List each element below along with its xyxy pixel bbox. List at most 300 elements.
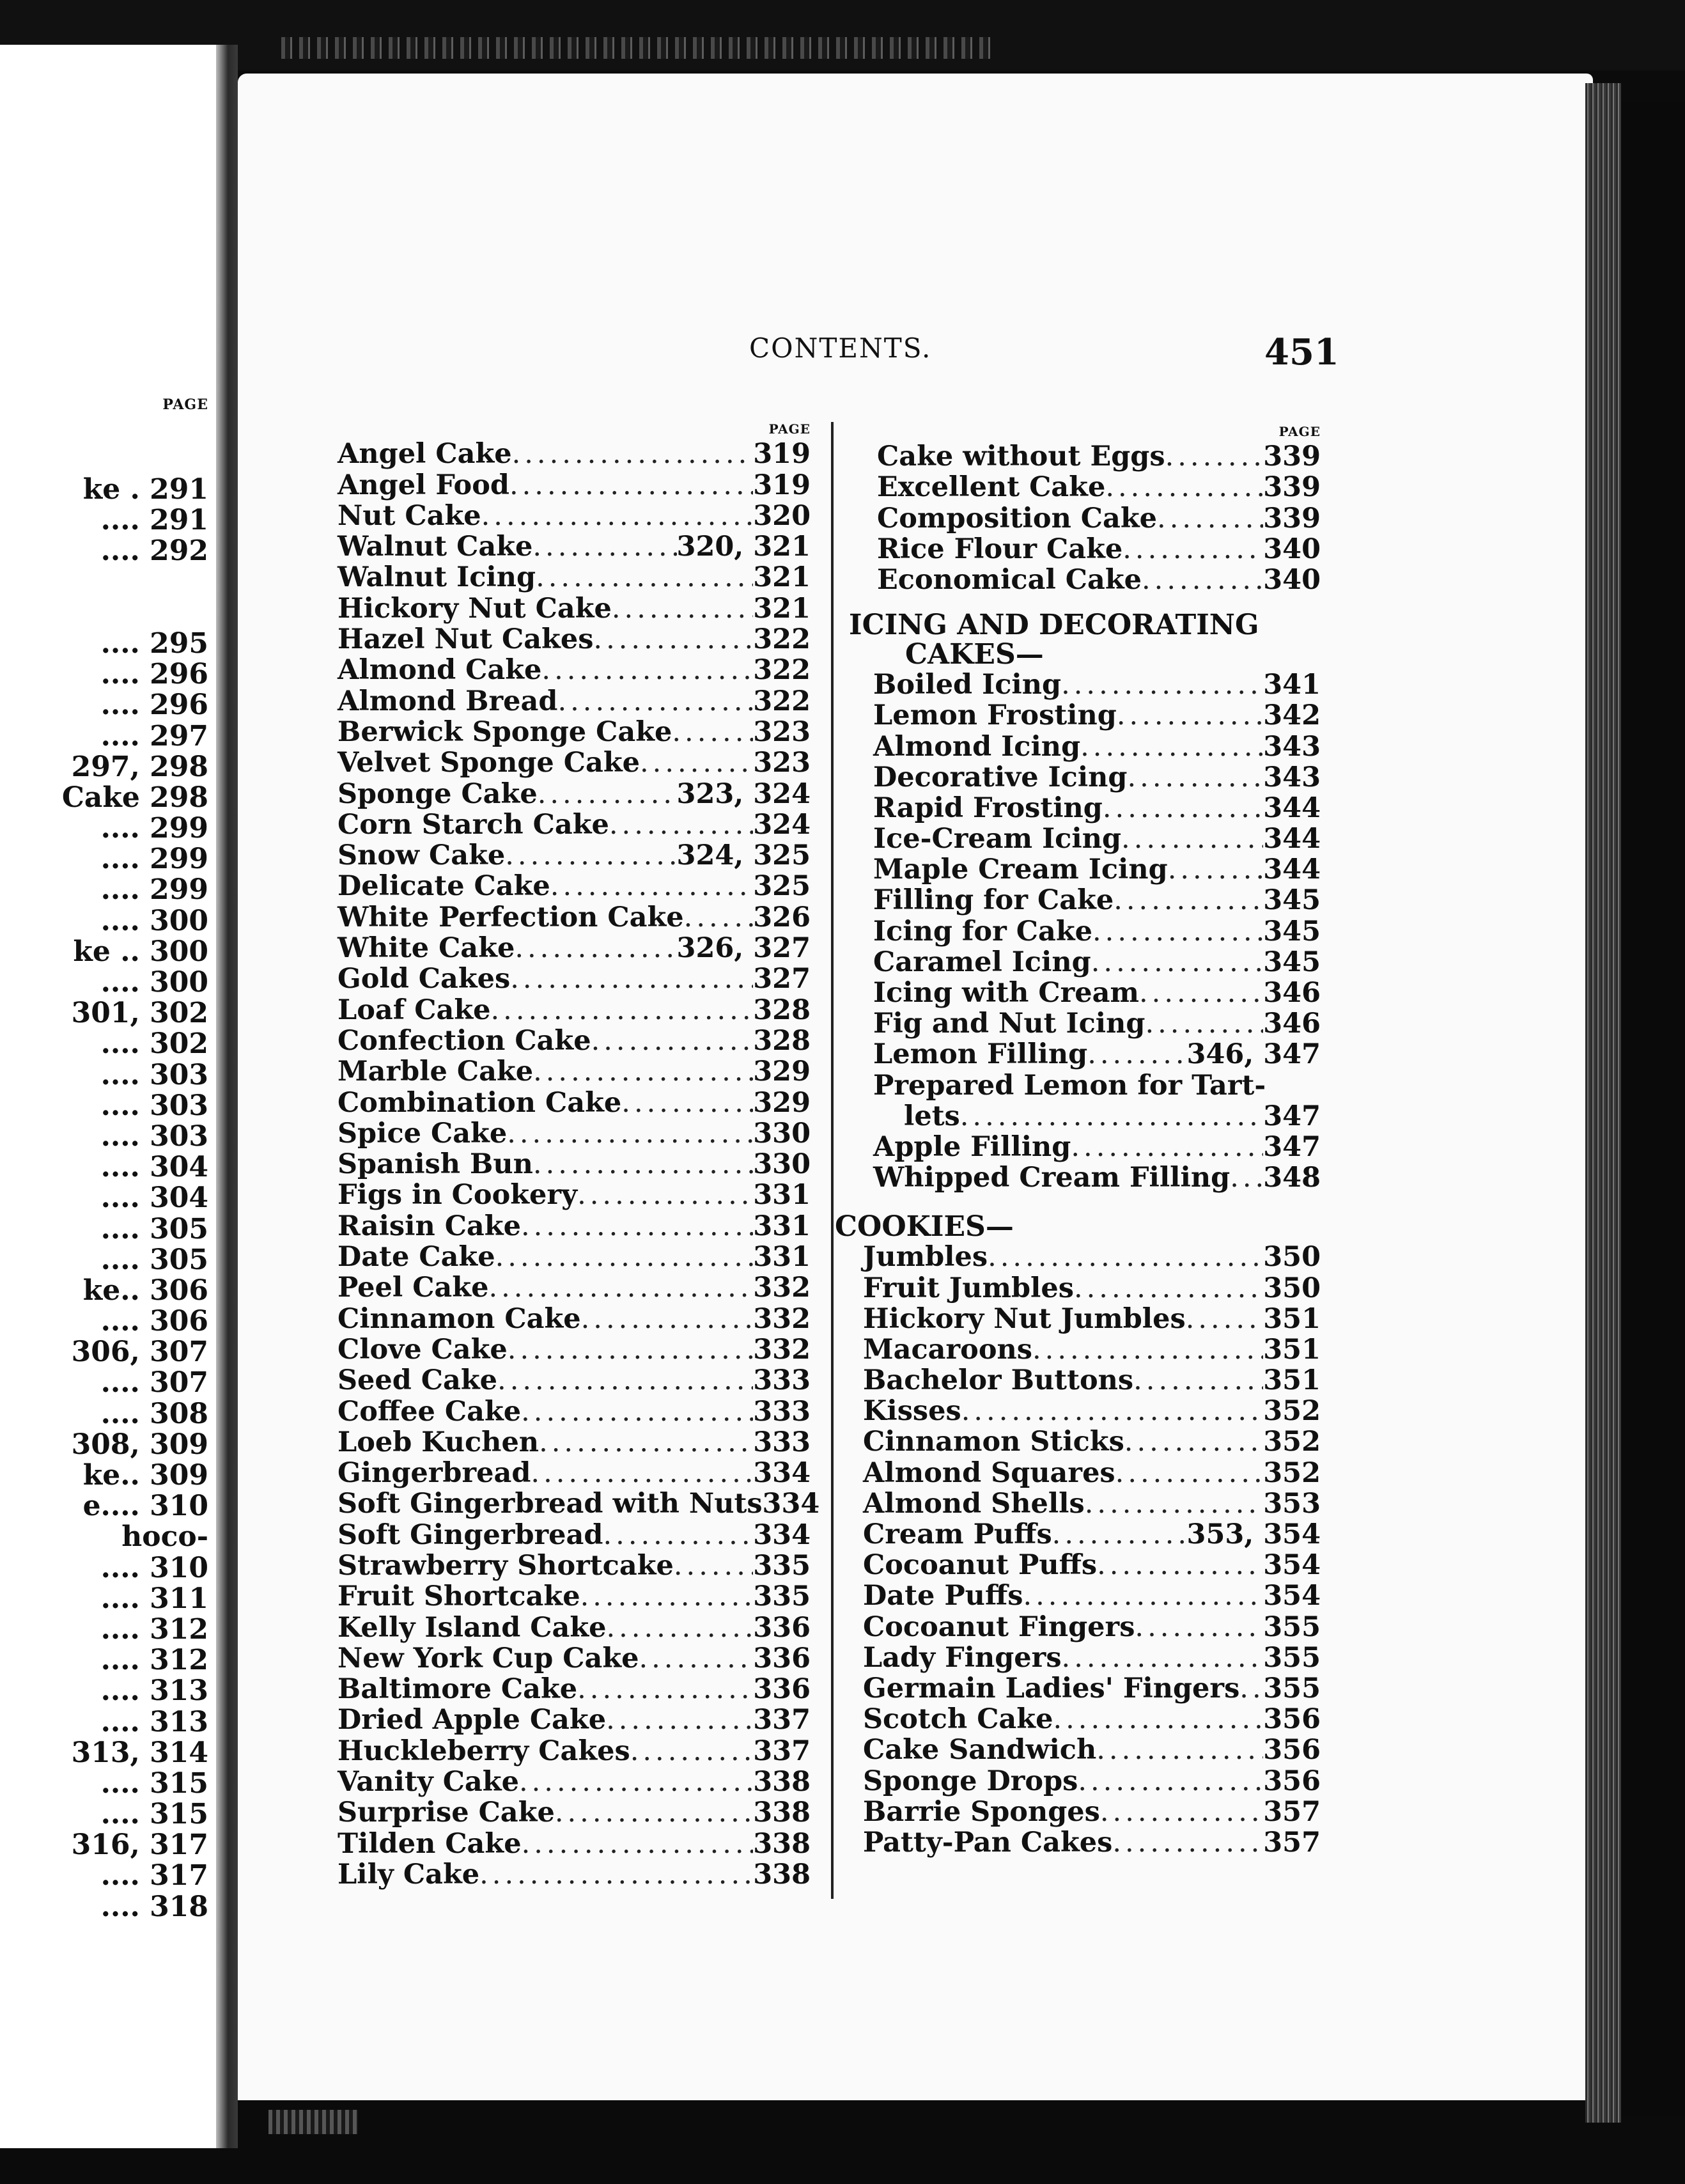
list-item[interactable] — [338, 685, 811, 716]
left-page-line: ke.. 306 — [82, 1274, 208, 1307]
list-item[interactable] — [338, 1118, 811, 1149]
scan-artifact-bottom — [268, 2110, 358, 2134]
entry-page: 347 — [1263, 1130, 1321, 1163]
list-item[interactable] — [873, 916, 1321, 946]
left-page-line: .... 305 — [100, 1243, 208, 1276]
left-page-line: .... 303 — [100, 1119, 208, 1153]
list-item[interactable] — [338, 1797, 811, 1828]
entry-page: 329 — [753, 1086, 811, 1119]
leader-dots — [1157, 503, 1263, 534]
section-heading-icing-cont: CAKES— — [905, 637, 1044, 671]
left-page-line: e.... 310 — [82, 1490, 208, 1523]
leader-dots — [519, 1767, 753, 1797]
left-page-line: .... 296 — [100, 658, 208, 691]
section-heading-cookies: COOKIES— — [835, 1210, 1014, 1244]
left-page-list — [0, 474, 208, 1923]
entry-page: 323 — [753, 715, 811, 748]
entry-title: Boiled Icing — [873, 669, 1062, 701]
entry-page: 333 — [753, 1395, 811, 1428]
list-item[interactable] — [338, 963, 811, 994]
entry-page: 355 — [1263, 1641, 1321, 1674]
leader-dots — [550, 871, 753, 901]
entry-page: 356 — [1263, 1703, 1321, 1736]
list-item[interactable] — [863, 1272, 1321, 1303]
list-item[interactable] — [863, 1242, 1321, 1272]
list-item[interactable] — [338, 717, 811, 747]
entry-page: 352 — [1263, 1395, 1321, 1428]
entry-page: 324 — [753, 808, 811, 841]
entry-page: 337 — [753, 1735, 811, 1767]
entry-page: 331 — [753, 1241, 811, 1274]
leader-dots — [508, 1334, 753, 1365]
entry-page: 320, 321 — [676, 531, 811, 563]
leader-dots — [609, 809, 753, 840]
entry-title: Spanish Bun — [338, 1148, 533, 1181]
leader-dots — [531, 1458, 753, 1488]
entry-title: Lemon Frosting — [873, 699, 1117, 732]
list-item[interactable] — [863, 1827, 1321, 1858]
entry-title: Lady Fingers — [863, 1641, 1062, 1674]
list-item[interactable] — [338, 1612, 811, 1642]
leader-dots — [1145, 1008, 1263, 1039]
list-item[interactable] — [338, 1458, 811, 1488]
entry-title: Peel Cake — [338, 1272, 489, 1304]
list-item[interactable] — [338, 1087, 811, 1118]
left-page-line: ke.. 309 — [82, 1459, 208, 1492]
leader-dots — [630, 1736, 754, 1767]
leader-dots — [1121, 823, 1263, 854]
leader-dots — [1091, 947, 1264, 978]
list-item[interactable] — [873, 793, 1321, 823]
left-page-line: .... 315 — [100, 1798, 208, 1831]
list-item[interactable] — [877, 503, 1321, 533]
list-item[interactable] — [338, 1767, 811, 1797]
icing-list-after — [873, 1132, 1321, 1193]
entry-title: Angel Food — [338, 469, 509, 501]
left-page-line: .... 300 — [100, 966, 208, 999]
list-item[interactable] — [338, 840, 811, 871]
entry-title: Lily Cake — [338, 1858, 480, 1891]
list-item[interactable] — [338, 1828, 811, 1859]
leader-dots — [1239, 1673, 1263, 1704]
leader-dots — [581, 1304, 754, 1334]
list-item[interactable] — [338, 1674, 811, 1704]
leader-dots — [1230, 1162, 1263, 1193]
contents-column-1 — [338, 419, 820, 1891]
leader-dots — [481, 501, 754, 531]
entry-title: Rapid Frosting — [873, 792, 1103, 824]
entry-page: 352 — [1263, 1426, 1321, 1458]
leader-dots — [1142, 565, 1263, 595]
leader-dots — [532, 531, 676, 562]
list-item[interactable] — [863, 1580, 1321, 1611]
entry-title: Barrie Sponges — [863, 1795, 1100, 1828]
entry-page: 330 — [753, 1148, 811, 1181]
entry-page: 334 — [753, 1518, 811, 1551]
list-item[interactable] — [873, 669, 1321, 700]
list-item[interactable] — [338, 624, 811, 655]
list-item[interactable] — [873, 731, 1321, 761]
left-page-line: .... 299 — [100, 873, 208, 907]
leader-dots — [577, 1674, 753, 1704]
leader-dots — [603, 1520, 753, 1550]
entry-title: Clove Cake — [338, 1333, 508, 1366]
leader-dots — [533, 1056, 753, 1087]
entry-page: 339 — [1263, 502, 1321, 534]
list-item[interactable] — [338, 1396, 811, 1426]
entry-title: Cake without Eggs — [877, 441, 1165, 473]
entry-title: Jumbles — [863, 1241, 988, 1274]
entry-title: Berwick Sponge Cake — [338, 715, 672, 748]
list-item[interactable] — [877, 565, 1321, 595]
entry-page: 354 — [1263, 1580, 1321, 1612]
leader-dots — [555, 1797, 753, 1828]
leader-dots — [1103, 793, 1263, 823]
entry-title: Loaf Cake — [338, 994, 491, 1026]
leader-dots — [1092, 916, 1263, 947]
entry-page: 345 — [1263, 946, 1321, 978]
list-item[interactable] — [873, 1039, 1321, 1070]
left-page-line: ke . 291 — [82, 473, 208, 506]
entry-page: 357 — [1263, 1826, 1321, 1859]
entry-page: 322 — [753, 623, 811, 656]
list-item[interactable] — [338, 901, 811, 932]
leader-dots — [1074, 1273, 1263, 1304]
list-item[interactable] — [338, 1735, 811, 1766]
entry-page: 350 — [1263, 1241, 1321, 1274]
entry-page: 351 — [1263, 1333, 1321, 1366]
entry-page: 328 — [753, 994, 811, 1026]
list-item[interactable] — [863, 1365, 1321, 1396]
leader-dots — [1052, 1519, 1187, 1550]
leader-dots — [1096, 1735, 1263, 1765]
leader-dots — [1124, 1426, 1263, 1457]
entry-page: 326 — [753, 901, 811, 933]
contents-column-2 — [835, 422, 1321, 1858]
list-item[interactable] — [338, 655, 811, 685]
leader-dots — [515, 933, 676, 963]
list-item[interactable] — [863, 1797, 1321, 1827]
left-page-line: .... 291 — [100, 504, 208, 537]
left-page-line: .... 317 — [100, 1859, 208, 1892]
column-divider — [831, 422, 834, 1899]
leader-dots — [1105, 472, 1263, 503]
entry-page: 334 — [762, 1488, 820, 1520]
list-item[interactable]: lets ..... 347 — [873, 1101, 1321, 1132]
list-item[interactable] — [877, 472, 1321, 503]
entry-title: Loeb Kuchen — [338, 1426, 540, 1458]
list-item[interactable] — [873, 885, 1321, 916]
entry-page: 338 — [753, 1797, 811, 1829]
list-item[interactable] — [863, 1550, 1321, 1580]
entry-title: Apple Filling — [873, 1130, 1071, 1163]
list-item[interactable] — [863, 1334, 1321, 1365]
entry-page: 344 — [1263, 792, 1321, 824]
list-item[interactable] — [873, 823, 1321, 854]
list-item[interactable] — [877, 441, 1321, 472]
list-item[interactable] — [338, 1488, 820, 1520]
list-item[interactable] — [863, 1457, 1321, 1488]
left-page-line: .... 311 — [100, 1582, 208, 1615]
list-item[interactable] — [338, 871, 811, 901]
list-item[interactable] — [338, 1303, 811, 1334]
list-item[interactable] — [338, 1519, 811, 1550]
list-item[interactable] — [338, 1026, 811, 1056]
left-page-line: Cake 298 — [61, 781, 208, 814]
entry-title: Strawberry Shortcake — [338, 1549, 674, 1582]
list-item[interactable] — [873, 978, 1321, 1008]
list-item[interactable] — [863, 1611, 1321, 1642]
entry-title: Nut Cake — [338, 499, 481, 532]
entry-title: Whipped Cream Filling — [873, 1162, 1231, 1194]
list-item[interactable] — [863, 1396, 1321, 1426]
list-item[interactable] — [873, 1162, 1321, 1193]
list-item[interactable] — [338, 1427, 811, 1458]
entry-title: Cream Puffs — [863, 1518, 1052, 1550]
list-item[interactable] — [338, 933, 811, 963]
entry-title: Walnut Cake — [338, 531, 533, 563]
list-item[interactable] — [873, 762, 1321, 793]
list-item[interactable] — [338, 1056, 811, 1087]
entry-page: 353, 354 — [1186, 1518, 1321, 1550]
entry-page: 348 — [1263, 1162, 1321, 1194]
left-page-line: 297, 298 — [71, 750, 208, 783]
list-item[interactable] — [338, 1365, 811, 1396]
icing-list — [873, 669, 1321, 1070]
entry-page: 329 — [753, 1056, 811, 1088]
leader-dots — [1085, 1488, 1264, 1519]
list-item[interactable] — [873, 947, 1321, 978]
leader-dots — [510, 963, 753, 994]
entry-title: Icing for Cake — [873, 915, 1092, 948]
entry-title: Tilden Cake — [338, 1827, 522, 1860]
list-item[interactable] — [338, 1149, 811, 1180]
leader-dots — [606, 1704, 753, 1735]
entry-title: Germain Ladies' Fingers — [863, 1672, 1240, 1704]
entry-title: Icing with Cream — [873, 977, 1139, 1009]
list-item[interactable] — [338, 1272, 811, 1303]
entry-title: Patty-Pan Cakes — [863, 1826, 1113, 1859]
left-page-line: .... 292 — [100, 534, 208, 568]
entry-title: Almond Cake — [338, 654, 542, 687]
entry-title: Macaroons — [863, 1333, 1032, 1366]
entry-title: Gingerbread — [338, 1457, 531, 1490]
entry-page: 320 — [753, 499, 811, 532]
list-item[interactable] — [338, 1180, 811, 1210]
entry-title: Hickory Nut Jumbles — [863, 1302, 1186, 1335]
entry-title: Baltimore Cake — [338, 1673, 578, 1706]
leader-dots — [505, 840, 676, 871]
left-page-line: .... 312 — [100, 1612, 208, 1646]
entry-page: 346 — [1263, 1008, 1321, 1040]
left-page-line: ke .. 300 — [73, 935, 208, 968]
list-item[interactable]: Prepared Lemon for Tart- — [873, 1069, 1266, 1102]
entry-page: 353 — [1263, 1487, 1321, 1520]
entry-title: Almond Squares — [863, 1456, 1115, 1489]
entry-page: 336 — [753, 1611, 811, 1644]
entry-title: Combination Cake — [338, 1086, 622, 1119]
list-item[interactable] — [338, 1210, 811, 1241]
list-item[interactable] — [338, 1581, 811, 1612]
left-page-line: .... 306 — [100, 1305, 208, 1338]
entry-page: 343 — [1263, 761, 1321, 793]
leader-dots — [1023, 1580, 1263, 1611]
leader-dots — [1053, 1704, 1263, 1735]
list-item[interactable] — [338, 593, 811, 623]
leader-dots — [1135, 1612, 1263, 1642]
entry-title: Seed Cake — [338, 1364, 498, 1397]
list-item[interactable] — [863, 1304, 1321, 1334]
entry-title: Cake Sandwich — [863, 1734, 1097, 1767]
list-item[interactable] — [338, 1334, 811, 1365]
page-column-label: PAGE — [1278, 424, 1321, 439]
leader-dots — [1114, 885, 1263, 916]
entry-page: 332 — [753, 1333, 811, 1366]
entry-title: Decorative Icing — [873, 761, 1128, 793]
entry-title: Cocoanut Fingers — [863, 1611, 1135, 1643]
leader-dots — [580, 1581, 754, 1612]
leader-dots — [1115, 1458, 1264, 1488]
left-page-line — [0, 598, 208, 628]
list-item[interactable] — [873, 1008, 1321, 1039]
entry-title: New York Cup Cake — [338, 1642, 639, 1674]
leader-dots — [1168, 854, 1264, 885]
list-item[interactable] — [338, 1550, 811, 1581]
entry-title: Bachelor Buttons — [863, 1364, 1134, 1397]
list-item[interactable] — [338, 439, 811, 469]
cookies-list — [863, 1242, 1321, 1858]
list-item[interactable] — [338, 469, 811, 500]
entry-title: Marble Cake — [338, 1056, 534, 1088]
entry-title: Walnut Icing — [338, 561, 536, 594]
leader-dots — [495, 1242, 754, 1272]
list-item[interactable] — [338, 1242, 811, 1272]
left-page-line: .... 315 — [100, 1767, 208, 1800]
list-item[interactable] — [338, 562, 811, 593]
page-column-label: PAGE — [768, 421, 811, 437]
leader-dots — [521, 1211, 753, 1242]
list-item[interactable] — [873, 1132, 1321, 1162]
list-item[interactable] — [338, 1643, 811, 1674]
leader-dots — [591, 1026, 754, 1056]
entry-title: Cinnamon Sticks — [863, 1426, 1124, 1458]
entry-page: 345 — [1263, 915, 1321, 948]
entry-title: Fruit Shortcake — [338, 1580, 580, 1613]
leader-dots — [606, 1612, 753, 1643]
list-item[interactable] — [863, 1735, 1321, 1765]
entry-page: 332 — [753, 1302, 811, 1335]
entry-title: Composition Cake — [877, 502, 1158, 534]
list-item[interactable] — [877, 534, 1321, 565]
list-item[interactable] — [863, 1488, 1321, 1519]
left-page-line: hoco- — [121, 1520, 208, 1554]
list-item[interactable] — [863, 1765, 1321, 1796]
list-item[interactable] — [338, 778, 811, 809]
entry-page: 355 — [1263, 1611, 1321, 1643]
entry-title: Coffee Cake — [338, 1395, 522, 1428]
leader-dots — [497, 1365, 753, 1396]
leader-dots — [674, 1550, 753, 1581]
leader-dots — [533, 1149, 753, 1180]
entry-page: 328 — [753, 1024, 811, 1057]
entry-page: 323, 324 — [676, 777, 811, 810]
list-item[interactable] — [338, 501, 811, 531]
entry-page: 350 — [1263, 1272, 1321, 1304]
leader-dots — [961, 1396, 1264, 1426]
entry-title: Fruit Jumbles — [863, 1272, 1074, 1304]
leader-dots — [577, 1180, 753, 1210]
list-item[interactable] — [873, 700, 1321, 731]
list-item[interactable] — [863, 1673, 1321, 1704]
leader-dots — [538, 779, 677, 809]
entry-page: 336 — [753, 1642, 811, 1674]
entry-page: 330 — [753, 1117, 811, 1150]
entry-title: Excellent Cake — [877, 471, 1106, 504]
entry-title: Almond Shells — [863, 1487, 1085, 1520]
list-item[interactable] — [338, 994, 811, 1025]
leader-dots — [1078, 1766, 1263, 1797]
entry-title: Maple Cream Icing — [873, 854, 1168, 886]
leader-dots — [557, 686, 753, 717]
list-item[interactable] — [338, 531, 811, 562]
book-gutter — [216, 45, 238, 2148]
entry-page: 324, 325 — [676, 839, 811, 872]
leader-dots — [1100, 1797, 1263, 1827]
leader-dots — [1133, 1365, 1263, 1396]
entry-page: 331 — [753, 1210, 811, 1242]
entry-page: 354 — [1263, 1549, 1321, 1582]
entry-title: Sponge Cake — [338, 777, 538, 810]
left-page-line: .... 295 — [100, 627, 208, 660]
list-item[interactable] — [338, 809, 811, 840]
entry-title: Almond Bread — [338, 685, 558, 717]
list-item[interactable] — [863, 1704, 1321, 1735]
entry-title: White Perfection Cake — [338, 901, 684, 933]
leader-dots — [521, 1396, 753, 1427]
left-page-line: .... 299 — [100, 843, 208, 876]
leader-dots — [1165, 441, 1264, 472]
leader-dots — [539, 1427, 753, 1458]
leader-dots — [1097, 1550, 1263, 1580]
leader-dots — [541, 655, 753, 685]
entry-page: 341 — [1263, 669, 1321, 701]
column-2-list-top — [877, 441, 1321, 595]
list-item[interactable] — [863, 1426, 1321, 1457]
list-item[interactable] — [863, 1642, 1321, 1673]
left-page-line: .... 305 — [100, 1212, 208, 1245]
page-number: 451 — [1264, 331, 1339, 373]
entry-page: 337 — [753, 1704, 811, 1736]
leader-dots — [639, 1643, 753, 1674]
left-page-line: 306, 307 — [71, 1336, 208, 1369]
list-item[interactable] — [873, 854, 1321, 885]
entry-title: Figs in Cookery — [338, 1179, 578, 1212]
leader-dots — [1087, 1039, 1186, 1070]
entry-title: Fig and Nut Icing — [873, 1008, 1145, 1040]
entry-title: Surprise Cake — [338, 1797, 555, 1829]
list-item[interactable] — [863, 1519, 1321, 1550]
list-item[interactable] — [338, 747, 811, 778]
entry-page: 332 — [753, 1272, 811, 1304]
left-page-line: .... 310 — [100, 1551, 208, 1584]
entry-title: Ice-Cream Icing — [873, 823, 1122, 855]
list-item[interactable] — [338, 1859, 811, 1890]
entry-title: Velvet Sponge Cake — [338, 747, 640, 779]
list-item[interactable] — [338, 1704, 811, 1735]
entry-page: 327 — [753, 963, 811, 995]
leader-dots — [640, 747, 753, 778]
left-page-line: .... 304 — [100, 1182, 208, 1215]
